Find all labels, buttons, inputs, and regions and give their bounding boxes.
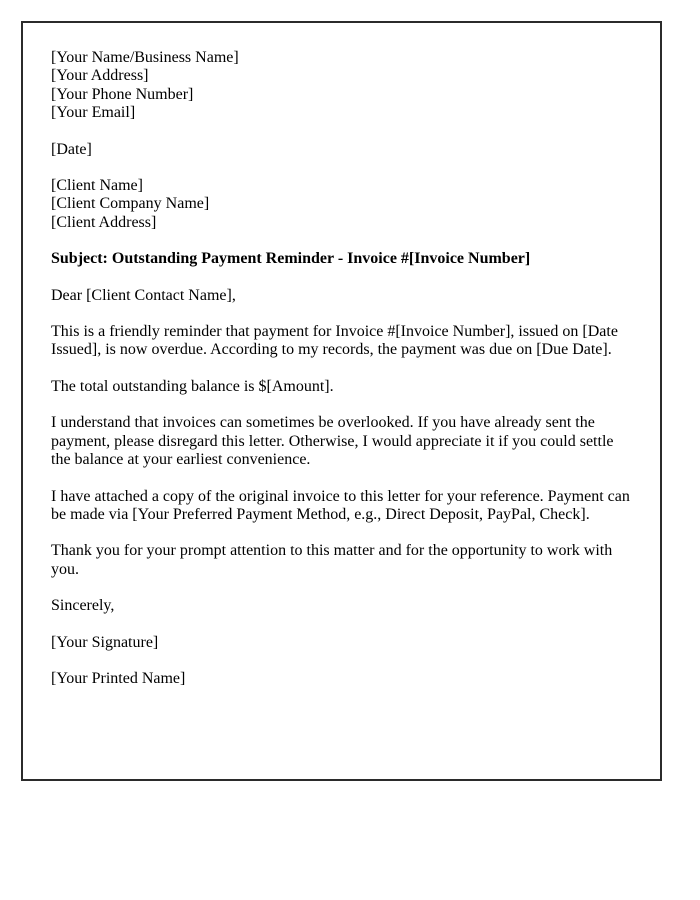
closing: Sincerely, — [51, 597, 115, 615]
paragraph-disregard-note: I understand that invoices can sometimes be overlooked. If you have already sent the payment, please disregard this letter. Otherwise, I would appreciate it if you could settle the balance at your earliest convenience. — [51, 414, 614, 469]
paragraph-outstanding-balance: The total outstanding balance is $[Amount]. — [51, 377, 334, 395]
recipient-address: [Client Address] — [51, 213, 157, 231]
date-line: [Date] — [51, 140, 92, 158]
recipient-name: [Client Name] — [51, 177, 143, 195]
paragraph-overdue-notice: This is a friendly reminder that payment for Invoice #[Invoice Number], issued on [Date Issued], is now overdue. According to my records, the payment was due on [Due Date]. — [51, 323, 618, 359]
letter-page — [21, 21, 662, 781]
recipient-block — [51, 177, 632, 232]
sender-phone: [Your Phone Number] — [51, 85, 194, 103]
sender-name: [Your Name/Business Name] — [51, 49, 239, 66]
subject-line: Subject: Outstanding Payment Reminder - Invoice #[Invoice Number] — [51, 250, 531, 268]
salutation: Dear [Client Contact Name], — [51, 286, 236, 304]
recipient-company: [Client Company Name] — [51, 195, 210, 213]
sender-block — [51, 49, 632, 123]
printed-name-placeholder: [Your Printed Name] — [51, 669, 186, 687]
paragraph-thank-you: Thank you for your prompt attention to this matter and for the opportunity to work with you. — [51, 542, 613, 578]
paragraph-payment-method: I have attached a copy of the original invoice to this letter for your reference. Payment can be made via [Your Preferred Payment Method, e.g., Direct Deposit, PayPal, Check]. — [51, 487, 630, 523]
letter-content — [23, 23, 660, 688]
signature-placeholder: [Your Signature] — [51, 633, 159, 651]
sender-email: [Your Email] — [51, 104, 136, 122]
sender-address: [Your Address] — [51, 67, 149, 85]
